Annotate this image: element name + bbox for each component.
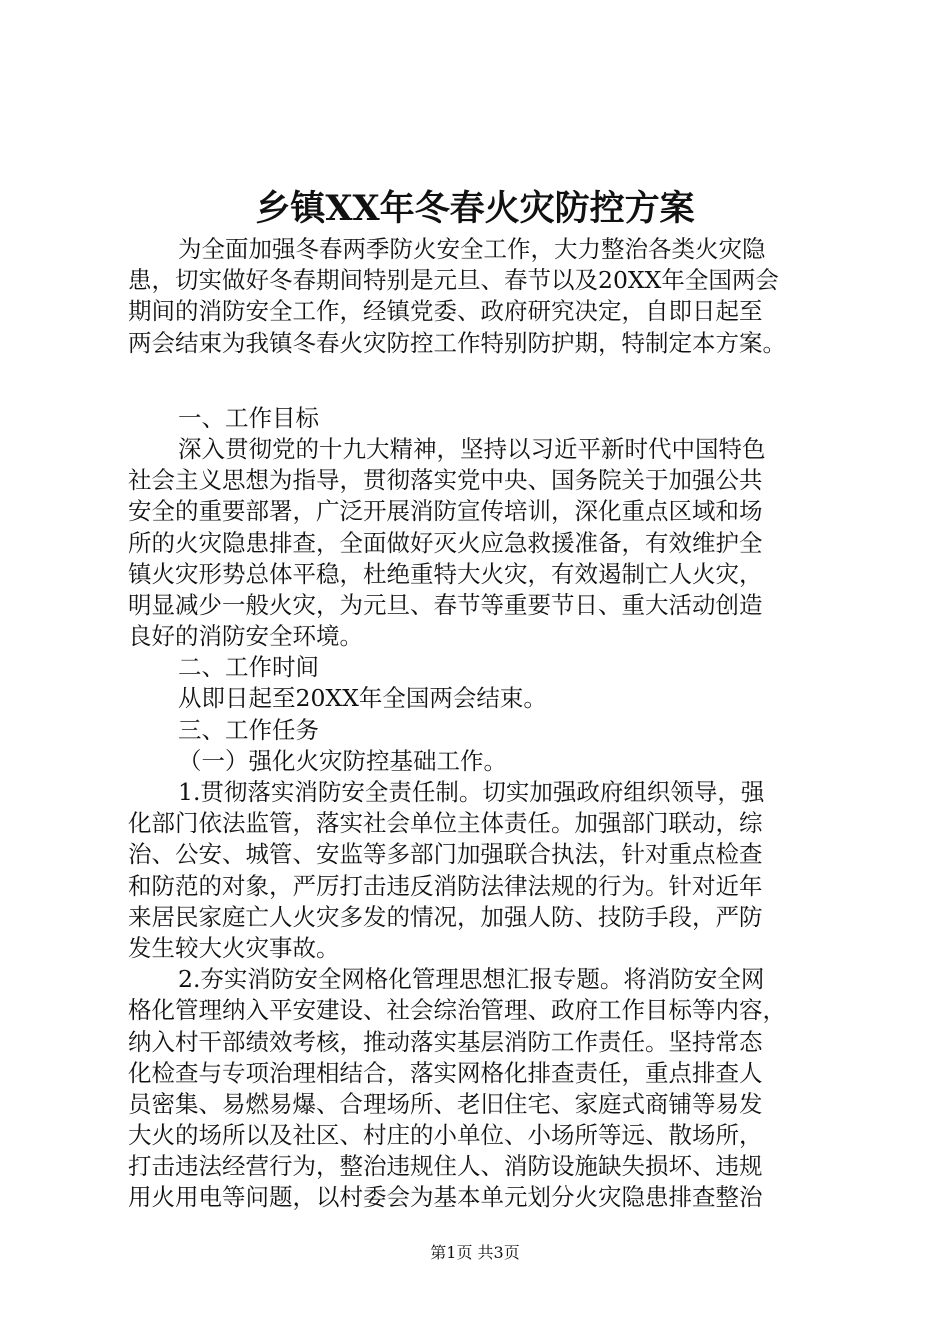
- paragraph-line: 良好的消防安全环境。: [128, 622, 363, 651]
- paragraph-line: 来居民家庭亡人火灾多发的情况，加强人防、技防手段，严防: [128, 902, 763, 931]
- paragraph-line: 员密集、易燃易爆、合理场所、老旧住宅、家庭式商铺等易发: [128, 1089, 763, 1118]
- paragraph-line: 深入贯彻党的十九大精神，坚持以习近平新时代中国特色: [178, 434, 766, 463]
- paragraph-line: 发生较大火灾事故。: [128, 933, 340, 962]
- paragraph-line: 2.夯实消防安全网格化管理思想汇报专题。将消防安全网: [178, 965, 765, 994]
- paragraph-line: 为全面加强冬春两季防火安全工作，大力整治各类火灾隐: [178, 235, 766, 263]
- section-heading: 二、工作时间: [178, 653, 319, 682]
- subsection-heading: （一）强化火灾防控基础工作。: [178, 746, 507, 775]
- paragraph-line: 社会主义思想为指导，贯彻落实党中央、国务院关于加强公共: [128, 466, 763, 495]
- paragraph-line: 化检查与专项治理相结合，落实网格化排查责任，重点排查人: [128, 1058, 763, 1087]
- paragraph-line: 用火用电等问题，以村委会为基本单元划分火灾隐患排查整治: [128, 1183, 763, 1212]
- paragraph-line: 明显减少一般火灾，为元旦、春节等重要节日、重大活动创造: [128, 590, 763, 619]
- paragraph-line: 化部门依法监管，落实社会单位主体责任。加强部门联动，综: [128, 809, 763, 838]
- document-title: 乡镇XX年冬春火灾防控方案: [255, 188, 695, 229]
- page-footer: 第1页 共3页: [430, 1243, 520, 1262]
- paragraph-line: 镇火灾形势总体平稳，杜绝重特大火灾，有效遏制亡人火灾，: [128, 559, 763, 588]
- section-heading: 三、工作任务: [178, 715, 319, 744]
- paragraph-line: 大火的场所以及社区、村庄的小单位、小场所等远、散场所，: [128, 1121, 763, 1150]
- document-body: [128, 234, 834, 1214]
- paragraph-line: 从即日起至20XX年全国两会结束。: [178, 684, 547, 713]
- paragraph-line: 患，切实做好冬春期间特别是元旦、春节以及20XX年全国两会: [128, 266, 779, 295]
- paragraph-spacer: [128, 359, 834, 403]
- paragraph-line: 纳入村干部绩效考核，推动落实基层消防工作责任。坚持常态: [128, 1027, 763, 1056]
- paragraph-line: 治、公安、城管、安监等多部门加强联合执法，针对重点检查: [128, 840, 763, 869]
- paragraph-line: 期间的消防安全工作，经镇党委、政府研究决定，自即日起至: [128, 297, 763, 326]
- paragraph-line: 所的火灾隐患排查，全面做好灭火应急救援准备，有效维护全: [128, 528, 763, 557]
- paragraph-line: 安全的重要部署，广泛开展消防宣传培训，深化重点区域和场: [128, 497, 763, 526]
- paragraph-line: 1.贯彻落实消防安全责任制。切实加强政府组织领导，强: [178, 778, 765, 806]
- paragraph-line: 两会结束为我镇冬春火灾防控工作特别防护期，特制定本方案。: [128, 328, 786, 357]
- paragraph-line: 和防范的对象，严厉打击违反消防法律法规的行为。针对近年: [128, 871, 763, 900]
- section-heading: 一、工作目标: [178, 403, 319, 432]
- paragraph-line: 格化管理纳入平安建设、社会综治管理、政府工作目标等内容，: [128, 996, 786, 1025]
- paragraph-line: 打击违法经营行为，整治违规住人、消防设施缺失损坏、违规: [128, 1152, 763, 1181]
